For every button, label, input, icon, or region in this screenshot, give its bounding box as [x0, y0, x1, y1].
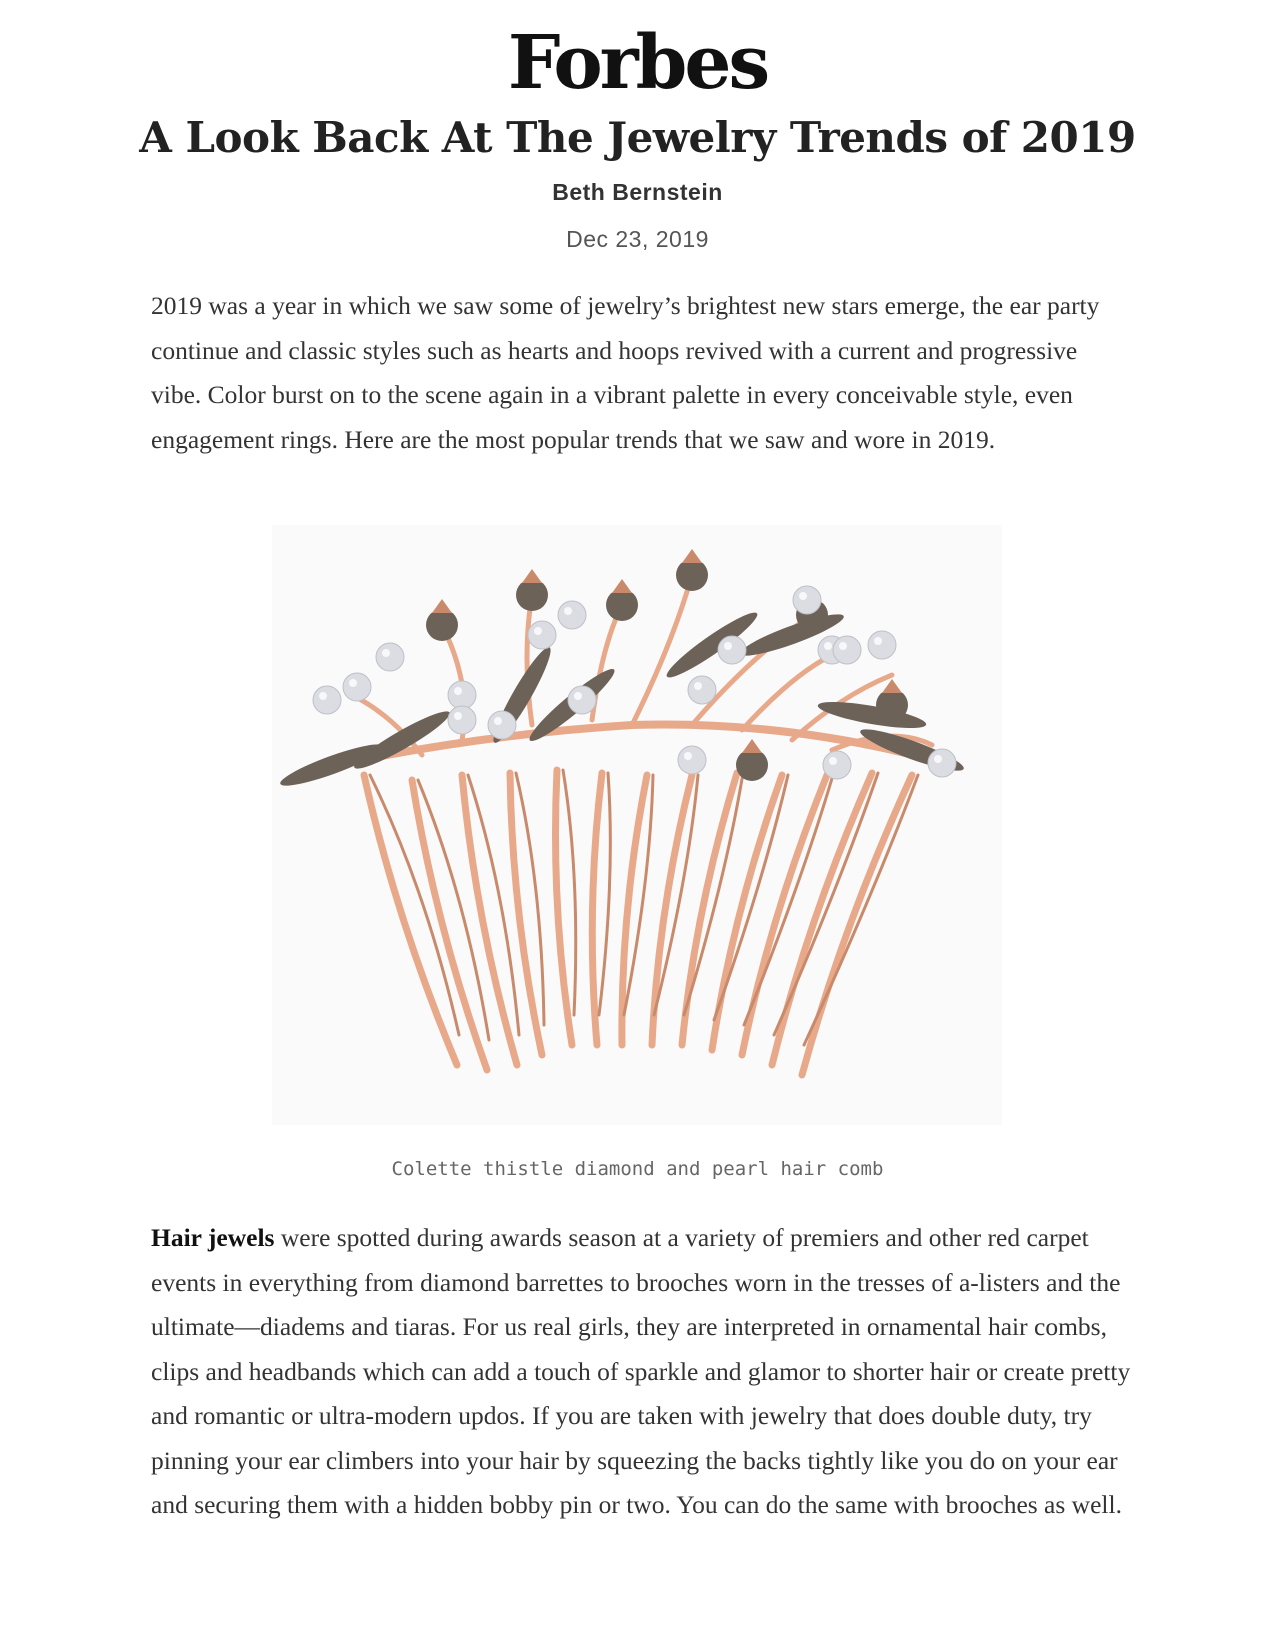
author-name[interactable]: Beth Bernstein — [552, 179, 723, 205]
section-lead: Hair jewels — [151, 1223, 275, 1252]
hair-comb-illustration — [272, 525, 1002, 1125]
figure-caption: Colette thistle diamond and pearl hair comb — [391, 1158, 884, 1180]
section-body: were spotted during awards season at a variety of premiers and other red carpet events in everything from diamond barrettes to brooches worn in the tresses of a-listers and the ultimate—diadems and tiaras. For us real girls, they are interpreted in ornamental hair combs, clips and headbands which can add a touch of sparkle and glamor to shorter hair or create pretty and romantic or ultra-modern updos. If you are taken with jewelry that does double duty, try pinning your ear climbers into your hair by squeezing the backs tightly like you do on your ear and securing them with a hidden bobby pin or two. You can do the same with brooches as well. — [151, 1223, 1131, 1519]
hair-comb-image — [272, 525, 1002, 1125]
hair-jewels-paragraph — [151, 1216, 1131, 1528]
intro-paragraph: 2019 was a year in which we saw some of jewelry’s brightest new stars emerge, the ear party continue and classic styles such as hearts and hoops revived with a current and progressive vibe. Color burst on to the scene again in a vibrant palette in every conceivable style, even engagement rings. Here are the most popular trends that we saw and wore in 2019. — [151, 291, 1100, 454]
forbes-logo: Forbes — [507, 20, 768, 106]
publish-date: Dec 23, 2019 — [566, 226, 709, 252]
article-title: A Look Back At The Jewelry Trends of 2019 — [139, 113, 1136, 162]
